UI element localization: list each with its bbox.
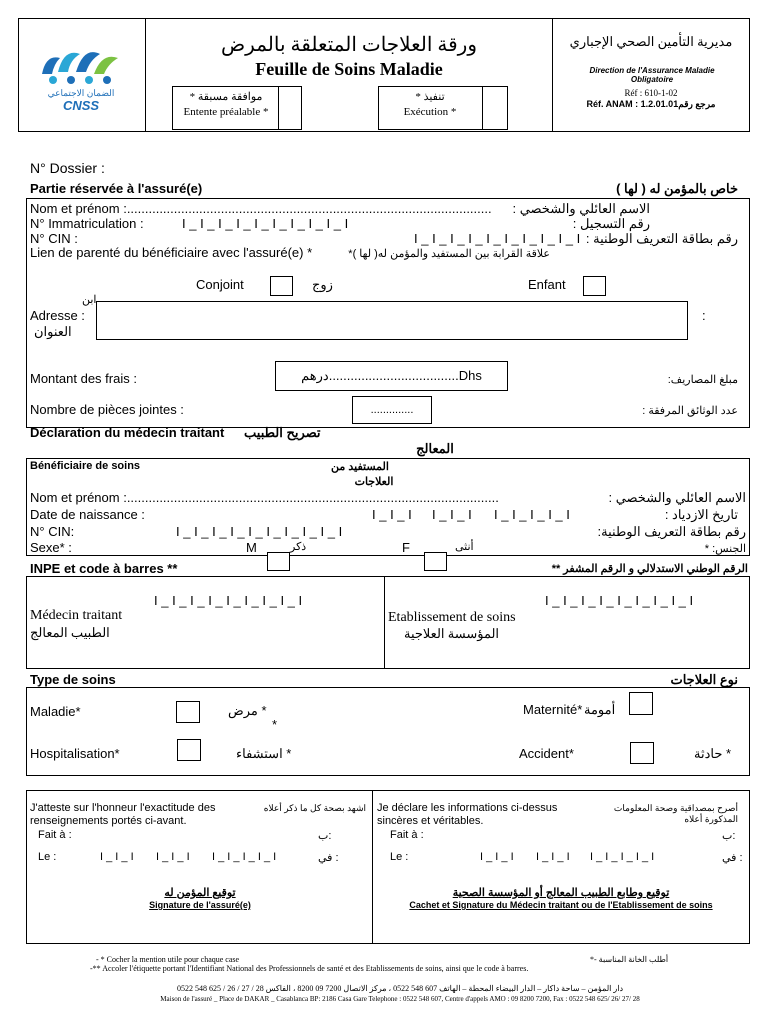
left-le-label: Le :: [38, 851, 57, 863]
header-divider-right: [552, 18, 553, 132]
assure-cin-label: N° CIN :: [30, 231, 78, 246]
lien-ar: علاقة القرابة بين المستفيد والمؤمن له( لها )*: [348, 248, 550, 260]
inpe-etab-label: Etablissement de soins: [388, 610, 516, 625]
signatures-divider: [372, 790, 373, 944]
entente-label-fr: Entente préalable *: [183, 106, 269, 118]
immat-ar: رقم التسجيل :: [572, 216, 650, 231]
accident-label: Accident*: [519, 746, 574, 761]
montant-label: Montant des frais :: [30, 371, 137, 386]
right-declare-ar: أصرح بمصداقية وصحة المعلومات المذكورة أعلاه: [613, 803, 738, 824]
ref-number: Réf : 610-1-02: [624, 88, 678, 98]
sexe-m: M: [246, 540, 257, 555]
assure-heading-ar: خاص بالمؤمن له ( لها ): [616, 181, 738, 196]
right-fait-ar: ب:: [722, 830, 736, 842]
medecin-heading-fr: Déclaration du médecin traitant: [30, 425, 225, 440]
enfant-ar: ابن: [82, 294, 97, 306]
type-heading-fr: Type de soins: [30, 672, 116, 687]
montant-placeholder: درهم....................................Dhs: [301, 368, 482, 383]
hosp-checkbox[interactable]: [177, 739, 201, 761]
naissance-label: Date de naissance :: [30, 507, 145, 522]
footer-address-fr: Maison de l'assuré _ Place de DAKAR _ Casablanca BP: 2186 Casa Gare Telephone : 0522 548 607, Centre d'appels AMO : 09 8200 7200, Fax : 0522 548 625/ 26/ 27/ 28: [160, 995, 640, 1003]
left-date-year[interactable]: I _ I _ I _ I _ I: [212, 851, 277, 863]
adresse-ar: العنوان: [34, 324, 72, 339]
inpe-heading-ar: الرقم الوطني الاستدلالي و الرقم المشفر **: [551, 563, 748, 575]
logo-cnss-text: CNSS: [62, 98, 100, 113]
footer-note-1-ar: *- أطلب الخانة المناسبة: [590, 955, 669, 964]
inpe-medecin-ar: الطبيب المعالج: [30, 625, 110, 640]
inpe-heading-fr: INPE et code à barres **: [30, 561, 178, 576]
dossier-label: N° Dossier :: [30, 160, 105, 176]
title-french: Feuille de Soins Maladie: [255, 59, 443, 79]
assure-cin-cells[interactable]: I _ I _ I _ I _ I _ I _ I _ I _ I _ I: [414, 231, 581, 246]
execution-label-fr: Exécution *: [403, 106, 457, 118]
right-sig-fr: Cachet et Signature du Médecin traitant ou de l'Etablissement de soins: [409, 900, 713, 910]
right-sig-ar: توقيع وطابع الطبيب المعالج أو المؤسسة الصحية: [452, 887, 670, 899]
pieces-label: Nombre de pièces jointes :: [30, 402, 184, 417]
benef-nom-ar: الاسم العائلي والشخصي :: [608, 490, 746, 505]
left-le-ar: في :: [318, 852, 339, 864]
sexe-f-checkbox[interactable]: [424, 552, 447, 571]
maladie-checkbox[interactable]: [176, 701, 200, 723]
immat-cells[interactable]: I _ I _ I _ I _ I _ I _ I _ I _ I _ I: [182, 216, 349, 231]
left-date-day[interactable]: I _ I _ I: [100, 851, 134, 863]
left-fait-ar: ب:: [318, 830, 332, 842]
enfant-checkbox[interactable]: [583, 276, 606, 296]
left-date-month[interactable]: I _ I _ I: [156, 851, 190, 863]
inpe-divider: [384, 576, 385, 669]
sexe-m-ar: ذكر: [290, 541, 307, 553]
maternite-ar: أمومة: [584, 702, 616, 717]
maladie-label: Maladie*: [30, 704, 81, 719]
sexe-ar: الجنس: *: [704, 543, 746, 555]
logo-arabic-text: الضمان الاجتماعي: [47, 88, 115, 98]
benef-label-ar2: العلاجات: [354, 476, 394, 488]
pieces-placeholder: ..............: [370, 404, 414, 416]
footer-address-ar: دار المؤمن – ساحة داكار – الدار البيضاء المحطة – الهاتف 607 548 0522 ، مركز الاتصال 7200 09 8200 ، الفاكس 28 / 27 / 26 / 625 548 0522: [176, 984, 623, 993]
conjoint-label: Conjoint: [196, 277, 244, 292]
maladie-star: *: [272, 717, 278, 732]
montant-ar: مبلغ المصاريف:: [667, 374, 738, 386]
right-date-month[interactable]: I _ I _ I: [536, 851, 570, 863]
adresse-input[interactable]: [96, 301, 688, 340]
inpe-medecin-label: Médecin traitant: [30, 608, 123, 623]
benef-cin-label: N° CIN:: [30, 524, 75, 539]
sexe-f: F: [402, 540, 410, 555]
left-sig-fr: Signature de l'assuré(e): [149, 900, 251, 910]
inpe-etab-ar: المؤسسة العلاجية: [404, 626, 500, 641]
naissance-ar: تاريخ الازدياد :: [664, 507, 738, 522]
cnss-logo: [36, 44, 126, 114]
benef-nom-label: Nom et prénom :.......................................................................................................: [30, 490, 499, 505]
medecin-heading-ar1: تصريح الطبيب: [244, 425, 321, 440]
immat-label: N° Immatriculation :: [30, 216, 144, 231]
type-heading-ar: نوع العلاجات: [670, 672, 738, 687]
left-sig-ar: توقيع المؤمن له: [164, 887, 236, 899]
hosp-label: Hospitalisation*: [30, 746, 120, 761]
direction-arabic: مديرية التأمين الصحي الإجباري: [569, 34, 733, 49]
lien-label: Lien de parenté du bénéficiaire avec l'assuré(e) *: [30, 245, 313, 260]
conjoint-checkbox[interactable]: [270, 276, 293, 296]
footer-note-1: - * Cocher la mention utile pour chaque case: [96, 955, 240, 964]
benef-label-fr: Bénéficiaire de soins: [30, 460, 141, 472]
inpe-etab-cells[interactable]: I _ I _ I _ I _ I _ I _ I _ I _ I: [545, 593, 694, 608]
enfant-label: Enfant: [528, 277, 566, 292]
execution-checkbox[interactable]: [482, 86, 508, 130]
assure-nom-ar: الاسم العائلي والشخصي :: [512, 201, 650, 216]
right-declare-fr: Je déclare les informations ci-dessus sincères et véritables.: [377, 802, 558, 827]
right-date-year[interactable]: I _ I _ I _ I _ I: [590, 851, 655, 863]
header-divider-left: [145, 18, 146, 132]
medecin-heading-ar2: المعالج: [416, 441, 454, 456]
naissance-cells-year[interactable]: I _ I _ I _ I _ I: [494, 507, 570, 522]
maladie-ar: مرض *: [228, 703, 267, 718]
benef-cin-ar: رقم بطاقة التعريف الوطنية:: [597, 524, 746, 539]
sexe-label: Sexe* :: [30, 540, 72, 555]
assure-cin-ar: رقم بطاقة التعريف الوطنية :: [585, 231, 738, 246]
conjoint-ar: زوج: [312, 277, 333, 292]
entente-checkbox[interactable]: [278, 86, 302, 130]
cnss-logo-icon: [36, 44, 126, 90]
accident-checkbox[interactable]: [630, 742, 654, 764]
right-fait-label: Fait à :: [390, 829, 424, 841]
maternite-label: Maternité*: [523, 702, 583, 717]
sexe-f-ar: أنثى: [455, 541, 474, 553]
left-fait-label: Fait à :: [38, 829, 72, 841]
assure-heading-fr: Partie réservée à l'assuré(e): [30, 181, 203, 196]
right-date-day[interactable]: I _ I _ I: [480, 851, 514, 863]
direction-french: Direction de l'Assurance Maladie Obligatoire: [589, 66, 715, 84]
title-arabic: ورقة العلاجات المتعلقة بالمرض: [220, 34, 477, 56]
adresse-colon: :: [702, 308, 706, 323]
maternite-checkbox[interactable]: [629, 692, 653, 715]
accident-ar: حادثة *: [694, 746, 732, 761]
execution-label-ar: * تنفيذ: [415, 91, 445, 103]
left-attest-fr: J'atteste sur l'honneur l'exactitude des renseignements portés ci-avant.: [30, 802, 216, 827]
naissance-cells-day[interactable]: I _ I _ I: [372, 507, 412, 522]
pieces-ar: عدد الوثائق المرفقة :: [642, 405, 738, 417]
entente-label-ar: * موافقة مسبقة: [189, 91, 263, 103]
footer-note-2: -** Accoler l'étiquette portant l'Identifiant National des Professionnels de santé et des Etablissements de soins, ainsi que le code à barres.: [90, 964, 529, 973]
naissance-cells-month[interactable]: I _ I _ I: [432, 507, 472, 522]
assure-nom-label: Nom et prénom :.....................................................................................................: [30, 201, 492, 216]
sexe-m-checkbox[interactable]: [267, 552, 290, 571]
benef-cin-cells[interactable]: I _ I _ I _ I _ I _ I _ I _ I _ I _ I: [176, 524, 343, 539]
benef-label-ar1: المستفيد من: [331, 461, 389, 473]
ref-anam: Réf. ANAM : 1.2.01.01مرجع رقم: [586, 99, 716, 109]
adresse-label: Adresse :: [30, 308, 85, 323]
inpe-medecin-cells[interactable]: I _ I _ I _ I _ I _ I _ I _ I _ I: [154, 593, 303, 608]
right-le-ar: في :: [722, 852, 743, 864]
right-le-label: Le :: [390, 851, 409, 863]
hosp-ar: استشفاء *: [236, 746, 292, 761]
left-attest-ar: اشهد بصحة كل ما ذكر أعلاه: [263, 803, 366, 813]
